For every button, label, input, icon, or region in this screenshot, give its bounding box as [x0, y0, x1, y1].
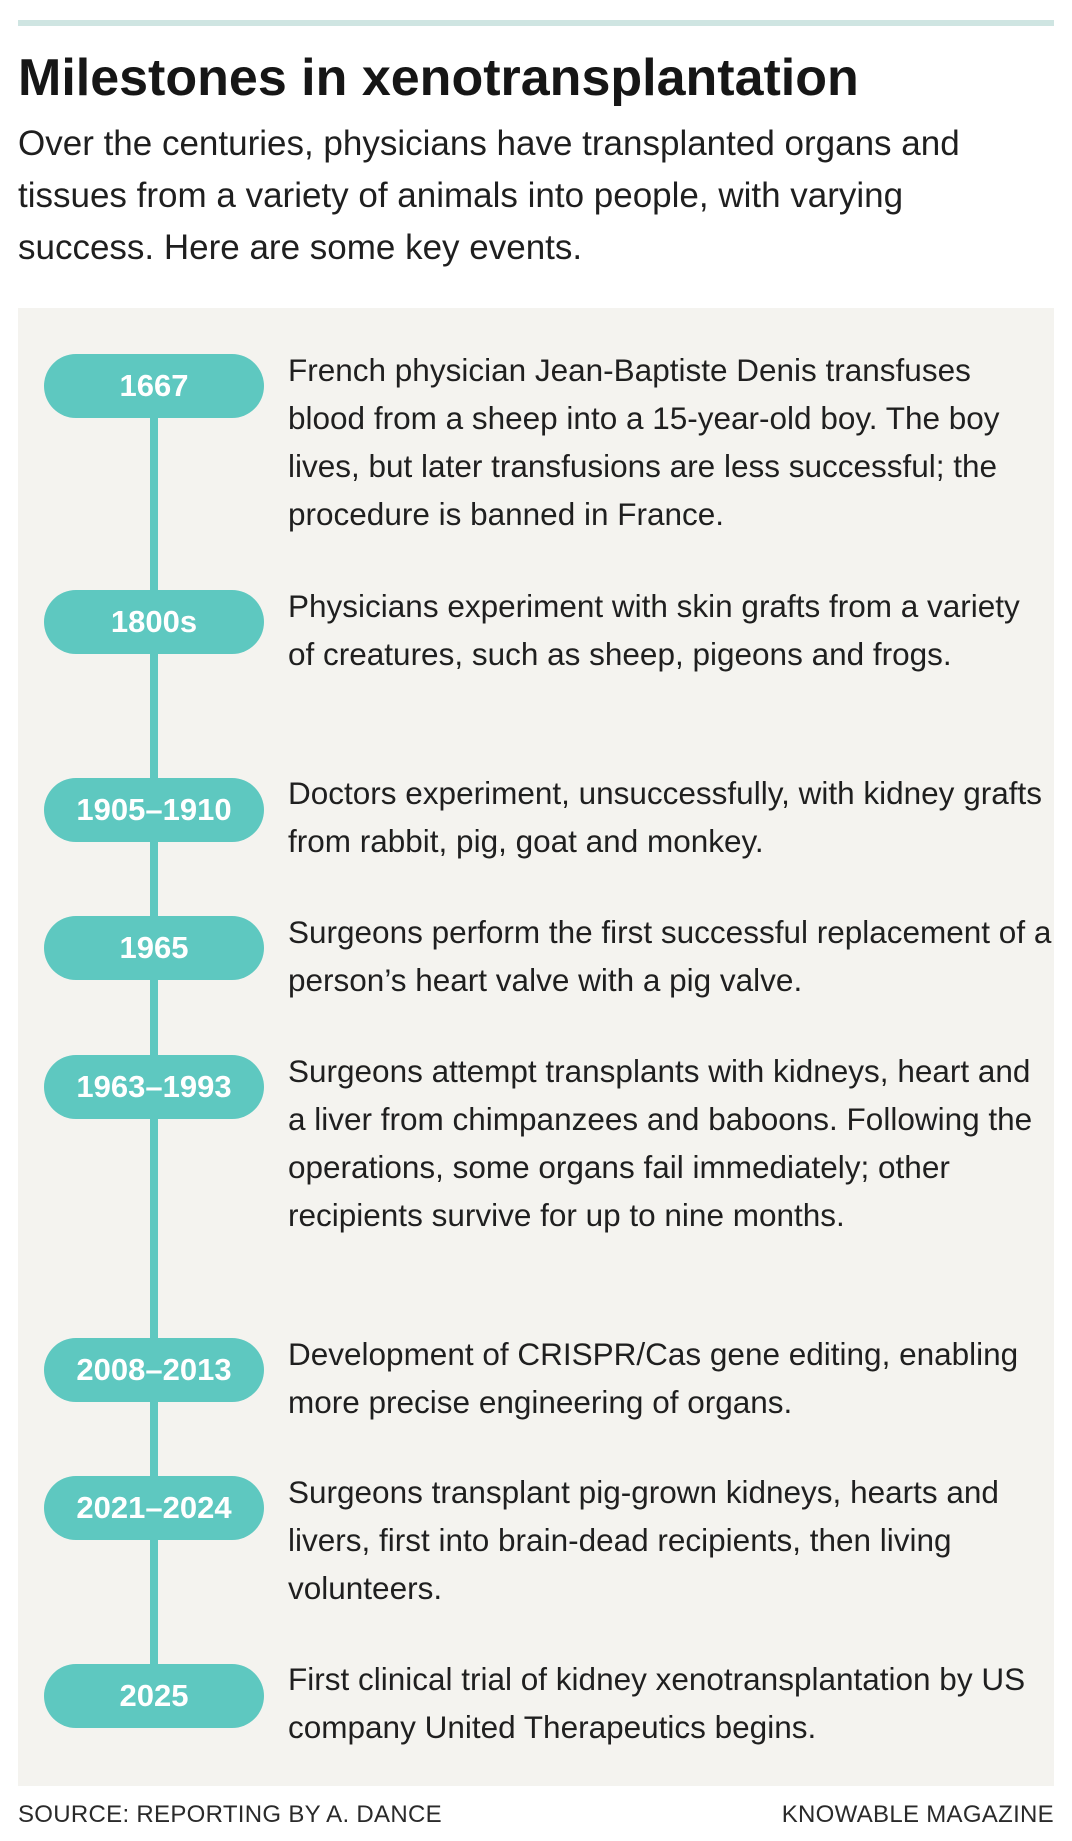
timeline-date-2008-2013: 2008–2013: [44, 1338, 264, 1402]
timeline-date-1963-1993: 1963–1993: [44, 1055, 264, 1119]
page-title: Milestones in xenotransplantation: [18, 49, 859, 107]
timeline-event-1963-1993: Surgeons attempt transplants with kidneys, heart and a liver from chimpanzees and baboons. Following the operations, some organs fail immediately; other recipients survive for up to nine months.: [288, 1053, 1033, 1233]
timeline-event-1905-1910: Doctors experiment, unsuccessfully, with kidney grafts from rabbit, pig, goat and monkey.: [288, 775, 1042, 859]
top-rule: [18, 20, 1054, 26]
timeline-date-1800s: 1800s: [44, 590, 264, 654]
source-credit: SOURCE: REPORTING BY A. DANCE: [18, 1801, 442, 1828]
timeline-event-1965: Surgeons perform the first successful replacement of a person’s heart valve with a pig valve.: [288, 914, 1052, 998]
timeline-event-2025: First clinical trial of kidney xenotransplantation by US company United Therapeutics begins.: [288, 1661, 1026, 1745]
timeline-event-1800s: Physicians experiment with skin grafts from a variety of creatures, such as sheep, pigeons and frogs.: [288, 588, 1020, 672]
timeline-event-1667: French physician Jean-Baptiste Denis transfuses blood from a sheep into a 15-year-old boy. The boy lives, but later transfusions are less successful; the procedure is banned in France.: [288, 352, 1000, 532]
timeline-date-1905-1910: 1905–1910: [44, 778, 264, 842]
timeline-date-2025: 2025: [44, 1664, 264, 1728]
timeline-date-2021-2024: 2021–2024: [44, 1476, 264, 1540]
page-subtitle: Over the centuries, physicians have transplanted organs and tissues from a variety of animals into people, with varying success. Here are some key events.: [18, 124, 960, 267]
timeline-event-2021-2024: Surgeons transplant pig-grown kidneys, hearts and livers, first into brain-dead recipients, then living volunteers.: [288, 1474, 999, 1606]
publisher-credit: KNOWABLE MAGAZINE: [781, 1801, 1054, 1828]
timeline-date-1965: 1965: [44, 916, 264, 980]
timeline-date-1667: 1667: [44, 354, 264, 418]
timeline-event-2008-2013: Development of CRISPR/Cas gene editing, enabling more precise engineering of organs.: [288, 1336, 1019, 1420]
